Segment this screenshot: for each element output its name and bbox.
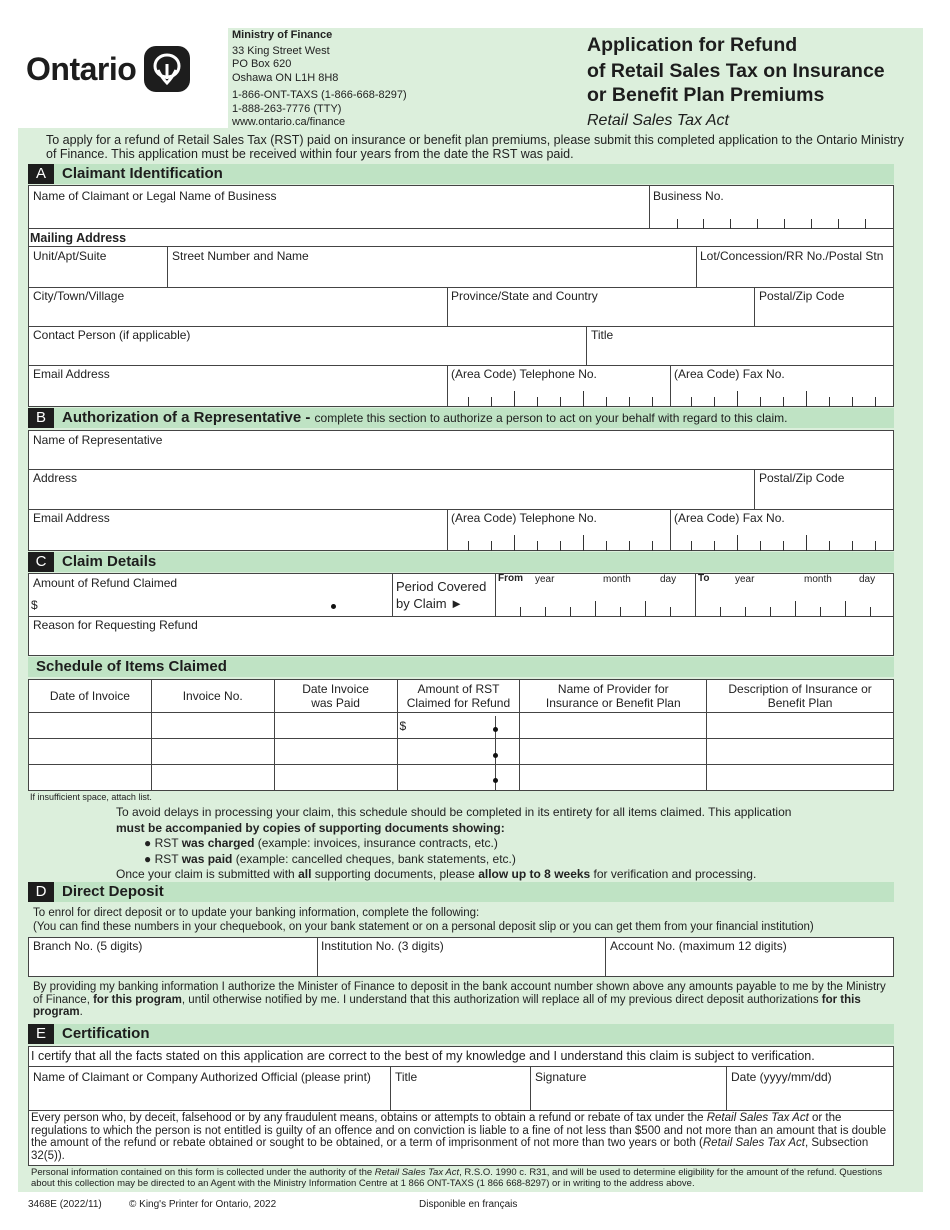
field-label: (Area Code) Telephone No.	[451, 367, 597, 381]
table-row	[29, 765, 894, 791]
table-cell[interactable]	[707, 713, 894, 739]
month-label: month	[603, 574, 631, 585]
ontario-wordmark: Ontario	[26, 50, 137, 87]
table-cell[interactable]	[397, 739, 520, 765]
period-line: by Claim ►	[396, 596, 464, 611]
table-row	[29, 739, 894, 765]
table-cell[interactable]	[29, 765, 152, 791]
field-label: (Area Code) Telephone No.	[451, 511, 597, 525]
section-title: Direct Deposit	[62, 883, 164, 900]
field-label: Business No.	[653, 189, 724, 203]
field-label: Account No. (maximum 12 digits)	[610, 939, 787, 953]
ministry-name: Ministry of Finance	[232, 29, 333, 41]
form-number: 3468E (2022/11)	[28, 1199, 102, 1210]
note-line: To avoid delays in processing your claim, this schedule should be completed in its entirety for all items claimed. This application	[116, 805, 792, 819]
section-title	[62, 408, 787, 428]
to-date-ticks	[695, 573, 894, 617]
schedule-table	[28, 679, 894, 791]
note-processing: Once your claim is submitted with all supporting documents, please allow up to 8 weeks for verification and processing.	[116, 867, 757, 881]
section-title: Claim Details	[62, 553, 157, 570]
section-title-text: Authorization of a Representative -	[62, 409, 311, 426]
field-label: Amount of Refund Claimed	[33, 576, 178, 590]
decimal-point	[331, 604, 336, 609]
decimal-point	[493, 727, 498, 732]
field-label: Name of Claimant or Legal Name of Business	[33, 189, 277, 203]
mailing-address-heading: Mailing Address	[30, 231, 127, 245]
french-availability: Disponible en français	[419, 1199, 518, 1210]
note-line-bold: must be accompanied by copies of supporting documents showing:	[116, 820, 505, 835]
table-cell[interactable]	[274, 713, 397, 739]
direct-deposit-instructions	[33, 907, 814, 934]
field-label: Contact Person (if applicable)	[33, 328, 191, 342]
section-title: Claimant Identification	[62, 165, 223, 182]
field-label: Lot/Concession/RR No./Postal Stn	[700, 249, 884, 263]
column-header: Invoice No.	[151, 680, 274, 713]
telephone-ticks	[447, 509, 671, 551]
bullet-paid: ● RST was paid (example: cancelled cheques, bank statements, etc.)	[144, 851, 516, 866]
table-cell[interactable]	[274, 765, 397, 791]
table-cell[interactable]	[29, 739, 152, 765]
penalty-notice: Every person who, by deceit, falsehood or by any fraudulent means, obtains or attempts to obtain a refund or rebate of tax under the Retail Sales Tax Act or the regulations to which the person is not entitled is guilty of an offence and on conviction is liable to a fine of not less than $500 and not more than an amount that is double the amount of the refund or rebate obtained or sought to be obtained, or a term of imprisonment of not more than two years or both (Retail Sales Tax Act, Subsection 32(5)).	[31, 1112, 887, 1162]
year-label: year	[735, 574, 755, 585]
to-label: To	[698, 573, 710, 584]
day-label: day	[859, 574, 876, 585]
table-cell[interactable]	[397, 765, 520, 791]
table-cell[interactable]	[397, 713, 520, 739]
insufficient-space-note: If insufficient space, attach list.	[30, 792, 152, 802]
section-letter: E	[28, 1024, 54, 1044]
address-line: PO Box 620	[232, 58, 292, 70]
field-label: Postal/Zip Code	[759, 289, 845, 303]
period-covered-label	[396, 578, 486, 612]
field-label: Name of Representative	[33, 433, 163, 447]
from-date-ticks	[495, 573, 696, 617]
day-label: day	[660, 574, 677, 585]
title-line: Application for Refund	[587, 34, 798, 56]
field-label: Title	[591, 328, 614, 342]
field-label: Unit/Apt/Suite	[33, 249, 107, 263]
table-cell[interactable]	[151, 713, 274, 739]
table-cell[interactable]	[707, 739, 894, 765]
instruction-line: (You can find these numbers in your chequebook, on your bank statement or on a personal deposit slip or you can get them from your financial institution)	[33, 920, 814, 933]
field-label: (Area Code) Fax No.	[674, 367, 785, 381]
copyright: © King's Printer for Ontario, 2022	[129, 1199, 277, 1210]
contact-title-field[interactable]	[586, 326, 894, 366]
field-label: (Area Code) Fax No.	[674, 511, 785, 525]
representative-address-field[interactable]	[28, 469, 755, 510]
field-label: Signature	[535, 1070, 587, 1084]
table-cell[interactable]	[151, 765, 274, 791]
table-cell[interactable]	[520, 765, 707, 791]
year-label: year	[535, 574, 555, 585]
field-label: Title	[395, 1070, 418, 1084]
table-cell[interactable]	[707, 765, 894, 791]
phone-line: 1-866-ONT-TAXS (1-866-668-8297)	[232, 89, 407, 101]
form-title	[587, 33, 885, 133]
fax-ticks	[670, 365, 894, 407]
schedule-title: Schedule of Items Claimed	[36, 658, 227, 675]
section-c-header	[28, 552, 894, 572]
intro-text: To apply for a refund of Retail Sales Tax (RST) paid on insurance or benefit plan premiums, please submit this completed application to the Ontario Ministry of Finance. This application must be received within four years from the date the RST was paid.	[46, 133, 904, 161]
business-no-ticks	[649, 185, 894, 229]
section-letter: C	[28, 552, 54, 572]
certification-statement: I certify that all the facts stated on this application are correct to the best of my knowledge and I understand this claim is subject to verification.	[31, 1049, 815, 1063]
section-subtitle: complete this section to authorize a person to act on your behalf with regard to this claim.	[314, 411, 788, 425]
dollar-sign: $	[399, 718, 407, 733]
deposit-authorization-text: By providing my banking information I authorize the Minister of Finance to deposit in the bank account number shown above any amounts payable to me by the Ministry of Finance, for this program, until otherwise notified by me. I understand that this authorization will replace all of my previous direct deposit authorizations for this program.	[33, 981, 886, 1018]
field-label: Email Address	[33, 367, 110, 381]
address-line: Oshawa ON L1H 8H8	[232, 71, 339, 84]
privacy-notice: Personal information contained on this form is collected under the authority of the Retail Sales Tax Act, R.S.O. 1990 c. R31, and will be used to determine eligibility for the amount of the refund. Questions about this collection may be directed to an Agent with the Ministry Information Centre at 1 866 ONT-TAXS (1 866 668-8297) or in writing to the address above.	[31, 1167, 883, 1189]
field-label: City/Town/Village	[33, 289, 125, 303]
fax-ticks	[670, 509, 894, 551]
column-header: Date Invoice was Paid	[274, 680, 397, 713]
instruction-line: To enrol for direct deposit or to update your banking information, complete the following:	[33, 907, 480, 919]
decimal-point	[493, 753, 498, 758]
table-cell[interactable]	[520, 739, 707, 765]
table-row	[29, 713, 894, 739]
telephone-ticks	[447, 365, 671, 407]
field-label: Street Number and Name	[172, 249, 309, 263]
section-e-header	[28, 1024, 894, 1044]
tty-line: 1-888-263-7776 (TTY)	[232, 102, 342, 115]
column-header: Amount of RST Claimed for Refund	[397, 680, 520, 713]
field-label: Postal/Zip Code	[759, 471, 845, 485]
section-title: Certification	[62, 1025, 150, 1042]
title-line: of Retail Sales Tax on Insurance	[587, 60, 885, 82]
table-cell[interactable]	[274, 739, 397, 765]
field-label: Address	[33, 471, 78, 485]
field-label: Branch No. (5 digits)	[33, 939, 143, 953]
column-header: Name of Provider for Insurance or Benefit Plan	[520, 680, 707, 713]
period-line: Period Covered	[396, 579, 487, 594]
table-cell[interactable]	[29, 713, 152, 739]
field-label: Name of Claimant or Company Authorized Official (please print)	[33, 1070, 371, 1084]
column-header: Date of Invoice	[29, 680, 152, 713]
address-line: 33 King Street West	[232, 44, 330, 57]
trillium-icon	[144, 46, 190, 92]
ministry-address	[232, 29, 407, 130]
field-label: Institution No. (3 digits)	[321, 939, 444, 953]
table-header-row	[29, 680, 894, 713]
field-label: Reason for Requesting Refund	[33, 618, 198, 632]
column-header: Description of Insurance or Benefit Plan	[707, 680, 894, 713]
field-label: Province/State and Country	[451, 289, 598, 303]
section-letter: D	[28, 882, 54, 902]
title-line: or Benefit Plan Premiums	[587, 84, 825, 106]
schedule-notes	[116, 805, 791, 883]
ontario-logo	[26, 44, 190, 94]
act-name: Retail Sales Tax Act	[587, 112, 729, 129]
website-link[interactable]: www.ontario.ca/finance	[232, 116, 346, 128]
field-label: Date (yyyy/mm/dd)	[731, 1070, 832, 1084]
table-cell[interactable]	[151, 739, 274, 765]
dollar-sign: $	[31, 598, 38, 612]
month-label: month	[804, 574, 832, 585]
decimal-point	[493, 778, 498, 783]
section-letter: B	[28, 408, 54, 428]
from-label: From	[498, 573, 523, 584]
table-cell[interactable]	[520, 713, 707, 739]
field-label: Email Address	[33, 511, 110, 525]
bullet-charged: ● RST was charged (example: invoices, insurance contracts, etc.)	[144, 836, 498, 850]
section-letter: A	[28, 164, 54, 184]
